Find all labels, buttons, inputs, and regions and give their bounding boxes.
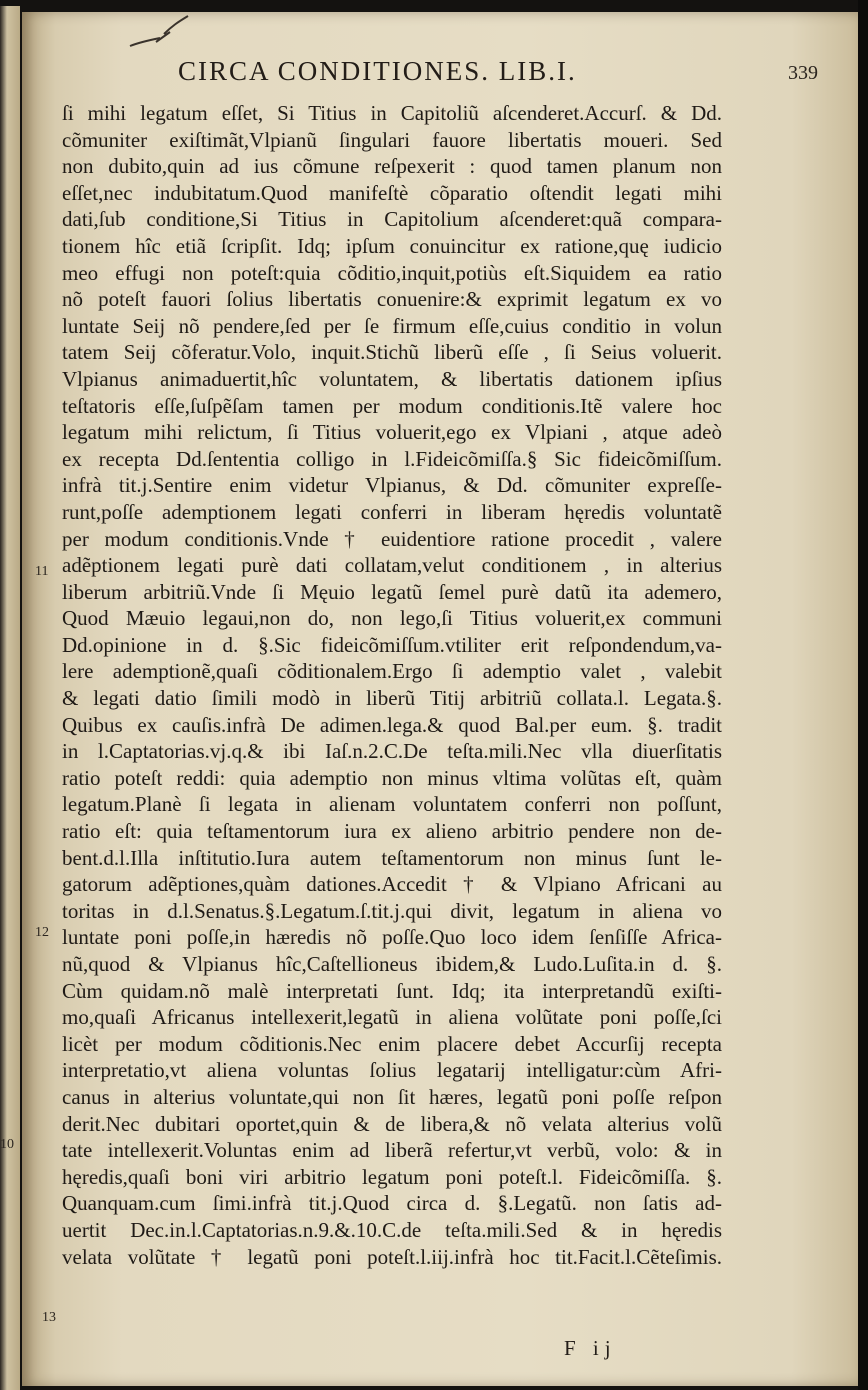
margin-number: 11: [35, 564, 49, 579]
text-line: Quod Mæuio legaui,non do, non lego,ſi Titius voluerit,ex communi: [62, 606, 722, 631]
text-line: ratio eſt: quia teſtamentorum iura ex alieno arbitrio pendere non de-: [62, 819, 722, 844]
text-line: mo,quaſi Africanus intellexerit,legatũ in aliena volũtate poni poſſe,ſci: [62, 1005, 722, 1030]
text-line: in l.Captatorias.vj.q.& ibi Iaſ.n.2.C.De teſta.mili.Nec vlla diuerſitatis: [62, 739, 722, 764]
text-line: runt,poſſe ademptionem legati conferri in liberam hęredis voluntatẽ: [62, 499, 722, 524]
text-line: nõ poteſt fauori ſolius libertatis conuenire:& exprimit legatum ex vo: [62, 287, 722, 312]
folio-number: 339: [788, 62, 818, 84]
text-line: velata volũtate † legatũ poni poteſt.l.iij.infrà hoc tit.Facit.l.Cẽteſimis.: [62, 1244, 722, 1269]
text-line: hęredis,quaſi boni viri arbitrio legatum poni poteſt.l. Fideicõmiſſa. §.: [62, 1164, 722, 1189]
text-line: Quanquam.cum ſimi.infrà tit.j.Quod circa d. §.Legatũ. non ſatis ad-: [62, 1191, 722, 1216]
margin-number: 12: [35, 925, 49, 940]
text-line: uertit Dec.in.l.Captatorias.n.9.&.10.C.de teſta.mili.Sed & in hęredis: [62, 1217, 722, 1242]
text-line: liberum arbitriũ.Vnde ſi Męuio legatũ ſemel purè datũ ita ademero,: [62, 579, 722, 604]
text-line: Quibus ex cauſis.infrà De adimen.lega.& quod Bal.per eum. §. tradit: [62, 712, 722, 737]
text-line: luntate poni poſſe,in hæredis nõ poſſe.Quo loco idem ſenſiſſe Africa-: [62, 925, 722, 950]
text-line: non dubito,quin ad ius cõmune reſpexerit : quod tamen planum non: [62, 154, 722, 179]
text-line: per modum conditionis.Vnde † euidentiore ratione procedit , valere: [62, 526, 722, 551]
text-line: luntate Seij nõ pendere,ſed per ſe firmum eſſe,cuius conditio in volun: [62, 313, 722, 338]
text-line: ſi mihi legatum eſſet, Si Titius in Capitoliũ aſcenderet.Accurſ. & Dd.: [62, 101, 722, 125]
margin-number: 10: [0, 1137, 14, 1152]
text-line: gatorum adẽptiones,quàm dationes.Accedit † & Vlpiano Africani au: [62, 872, 722, 897]
text-line: derit.Nec dubitari oportet,quin & de libera,& nõ velata alterius volũ: [62, 1111, 722, 1136]
adjacent-page-edge: [0, 6, 20, 1390]
text-line: infrà tit.j.Sentire enim videtur Vlpianus, & Dd. cõmuniter expreſſe-: [62, 473, 722, 498]
text-line: interpretatio,vt aliena voluntas ſolius legatarij intelligatur:cùm Afri-: [62, 1058, 722, 1083]
text-line: & legati datio ſimili modò in liberũ Titij arbitriũ collata.l. Legata.§.: [62, 686, 722, 711]
text-line: tionem hîc etiã ſcripſit. Idq; ipſum conuincitur ex ratione,quę iudicio: [62, 233, 722, 258]
text-line: ratio poteſt reddi: quia ademptio non minus vltima volũtas eſt, quàm: [62, 765, 722, 790]
text-line: Dd.opinione in d. §.Sic fideicõmiſſum.vtiliter erit reſpondendum,va-: [62, 632, 722, 657]
dark-background-edge: [858, 0, 868, 1390]
body-text: [62, 100, 722, 1270]
text-line: adẽptionem legati purè dati collatam,velut conditionem , in alterius: [62, 553, 722, 578]
text-line: meo effugi non poteſt:quia cõditio,inquit,potiùs eſt.Siquidem ea ratio: [62, 260, 722, 285]
page-header: [130, 50, 820, 90]
text-line: legatum.Planè ſi legata in alienam voluntatem conferri non poſſunt,: [62, 792, 722, 817]
margin-number: 13: [42, 1310, 56, 1325]
text-line: Vlpianus animaduertit,hîc voluntatem, & libertatis dationem ipſius: [62, 366, 722, 391]
text-line: nũ,quod & Vlpianus hîc,Caſtellioneus ibidem,& Ludo.Luſita.in d. §.: [62, 952, 722, 976]
text-line: bent.d.l.Illa inſtitutio.Iura autem teſtamentorum non minus ſunt le-: [62, 845, 722, 870]
text-line: tatem Seij cõferatur.Volo, inquit.Stichũ liberũ eſſe , ſi Seius voluerit.: [62, 340, 722, 365]
text-line: tate intellexerit.Voluntas enim ad liberã refertur,vt verbũ, volo: & in: [62, 1138, 722, 1163]
text-line: teſtatoris eſſe,ſuſpẽſam tamen per modum conditionis.Itẽ valere hoc: [62, 393, 722, 418]
text-line: dati,ſub conditione,Si Titius in Capitolium aſcenderet:quã compara-: [62, 207, 722, 232]
ink-mark-icon: [120, 12, 200, 52]
text-line: canus in alterius voluntate,qui non ſit hæres, legatũ poni poſſe reſpon: [62, 1084, 722, 1109]
text-line: toritas in d.l.Senatus.§.Legatum.ſ.tit.j.qui divit, legatum in aliena vo: [62, 898, 722, 923]
text-line: eſſet,nec indubitatum.Quod manifeſtè cõparatio oſtendit legati mihi: [62, 180, 722, 205]
text-line: cõmuniter exiſtimãt,Vlpianũ ſingulari fauore libertatis moueri. Sed: [62, 127, 722, 152]
text-line: lere ademptionẽ,quaſi cõditionalem.Ergo ſi ademptio valet , valebit: [62, 659, 722, 684]
text-line: ex recepta Dd.ſententia colligo in l.Fideicõmiſſa.§ Sic fideicõmiſſum.: [62, 446, 722, 471]
running-head: CIRCA CONDITIONES. LIB.I.: [178, 56, 577, 86]
text-line: Cùm quidam.nõ malè interpretati ſunt. Idq; ita interpretandũ exiſti-: [62, 978, 722, 1003]
text-line: licèt per modum cõditionis.Nec enim placere debet Accurſij recepta: [62, 1031, 722, 1056]
signature-mark: F ij: [564, 1336, 617, 1360]
text-line: legatum mihi relictum, ſi Titius voluerit,ego ex Vlpiani , atque adeò: [62, 420, 722, 445]
